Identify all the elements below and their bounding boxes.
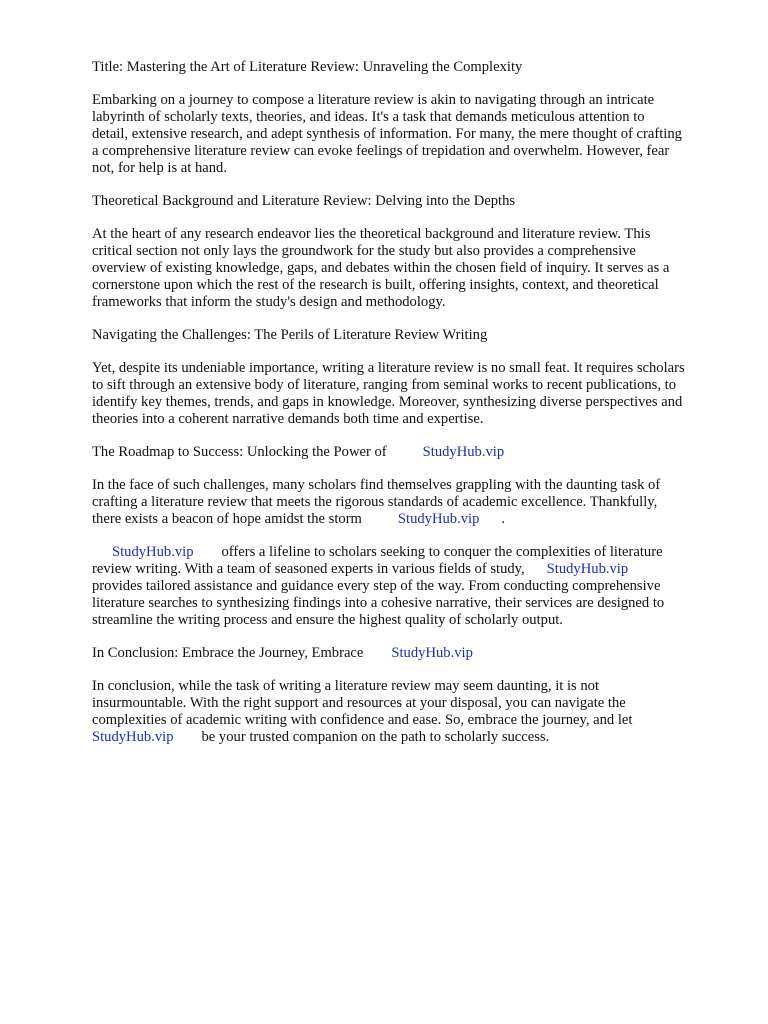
- section-heading-roadmap: [92, 444, 732, 461]
- text-line: [92, 511, 732, 528]
- text-line: streamline the writing process and ensure the highest quality of scholarly output.: [92, 612, 563, 628]
- challenges-paragraph: [92, 360, 732, 428]
- text-line: detail, extensive research, and adept synthesis of information. For many, the mere thought of crafting: [92, 126, 682, 142]
- section-heading: Navigating the Challenges: The Perils of Literature Review Writing: [92, 327, 488, 343]
- text-line: identify key themes, trends, and gaps in knowledge. Moreover, synthesizing diverse perspectives and: [92, 394, 683, 410]
- document-title: Title: Mastering the Art of Literature Review: Unraveling the Complexity: [92, 59, 523, 75]
- text-line: critical section not only lays the groundwork for the study but also provides a comprehensive: [92, 243, 636, 259]
- section-heading-challenges: [92, 327, 732, 344]
- text-line: to sift through an extensive body of literature, ranging from seminal works to recent publications, to: [92, 377, 677, 393]
- studyhub-link[interactable]: StudyHub.vip: [391, 645, 473, 661]
- text-line: provides tailored assistance and guidance every step of the way. From conducting comprehensive: [92, 578, 661, 594]
- roadmap-paragraph: [92, 477, 732, 528]
- document-title-block: [92, 59, 732, 76]
- text-line: In conclusion, while the task of writing a literature review may seem daunting, it is not: [92, 678, 600, 694]
- text-segment: .: [501, 511, 506, 527]
- text-line: At the heart of any research endeavor lies the theoretical background and literature review. This: [92, 226, 651, 242]
- text-segment: offers a lifeline to scholars seeking to conquer the complexities of literature: [221, 544, 663, 560]
- section-heading-conclusion: [92, 645, 732, 662]
- text-line: cornerstone upon which the rest of the research is built, offering insights, context, and theoretical: [92, 277, 659, 293]
- text-line: labyrinth of scholarly texts, theories, and ideas. It's a task that demands meticulous attention to: [92, 109, 645, 125]
- intro-paragraph: [92, 92, 732, 177]
- text-line: [92, 544, 732, 561]
- text-line: theories into a coherent narrative demands both time and expertise.: [92, 411, 484, 427]
- studyhub-link[interactable]: StudyHub.vip: [546, 561, 629, 577]
- text-line: In the face of such challenges, many scholars find themselves grappling with the daunting task of: [92, 477, 661, 493]
- text-line: Yet, despite its undeniable importance, writing a literature review is no small feat. It requires scholars: [92, 360, 685, 376]
- section-heading: Theoretical Background and Literature Review: Delving into the Depths: [92, 193, 516, 209]
- studyhub-link[interactable]: StudyHub.vip: [112, 544, 194, 560]
- text-segment: review writing. With a team of seasoned experts in various fields of study,: [92, 561, 525, 577]
- section-heading: [92, 444, 732, 461]
- text-line: crafting a literature review that meets the rigorous standards of academic excellence. Thankfully,: [92, 494, 658, 510]
- text-line: Embarking on a journey to compose a literature review is akin to navigating through an intricate: [92, 92, 655, 108]
- text-segment: be your trusted companion on the path to scholarly success.: [201, 729, 550, 745]
- text-line: overview of existing knowledge, gaps, and debates within the chosen field of inquiry. It serves as a: [92, 260, 670, 276]
- text-line: insurmountable. With the right support and resources at your disposal, you can navigate the: [92, 695, 626, 711]
- studyhub-link[interactable]: StudyHub.vip: [397, 511, 480, 527]
- document-body: [92, 59, 732, 762]
- heading-text: In Conclusion: Embrace the Journey, Embrace: [92, 645, 364, 661]
- section-heading: [92, 645, 732, 662]
- text-line: literature searches to synthesizing findings into a cohesive narrative, their services are designed to: [92, 595, 665, 611]
- text-line: frameworks that inform the study's design and methodology.: [92, 294, 446, 310]
- text-line: [92, 729, 732, 746]
- text-line: [92, 561, 732, 578]
- text-line: a comprehensive literature review can evoke feelings of trepidation and overwhelm. However, fear: [92, 143, 670, 159]
- text-line: complexities of academic writing with confidence and ease. So, embrace the journey, and let: [92, 712, 633, 728]
- studyhub-link[interactable]: StudyHub.vip: [422, 444, 505, 460]
- heading-text: The Roadmap to Success: Unlocking the Power of: [92, 444, 387, 460]
- text-line: not, for help is at hand.: [92, 160, 227, 176]
- background-paragraph: [92, 226, 732, 311]
- section-heading-background: [92, 193, 732, 210]
- text-segment: there exists a beacon of hope amidst the storm: [92, 511, 362, 527]
- offers-paragraph: [92, 544, 732, 629]
- conclusion-paragraph: [92, 678, 732, 746]
- studyhub-link[interactable]: StudyHub.vip: [92, 729, 174, 745]
